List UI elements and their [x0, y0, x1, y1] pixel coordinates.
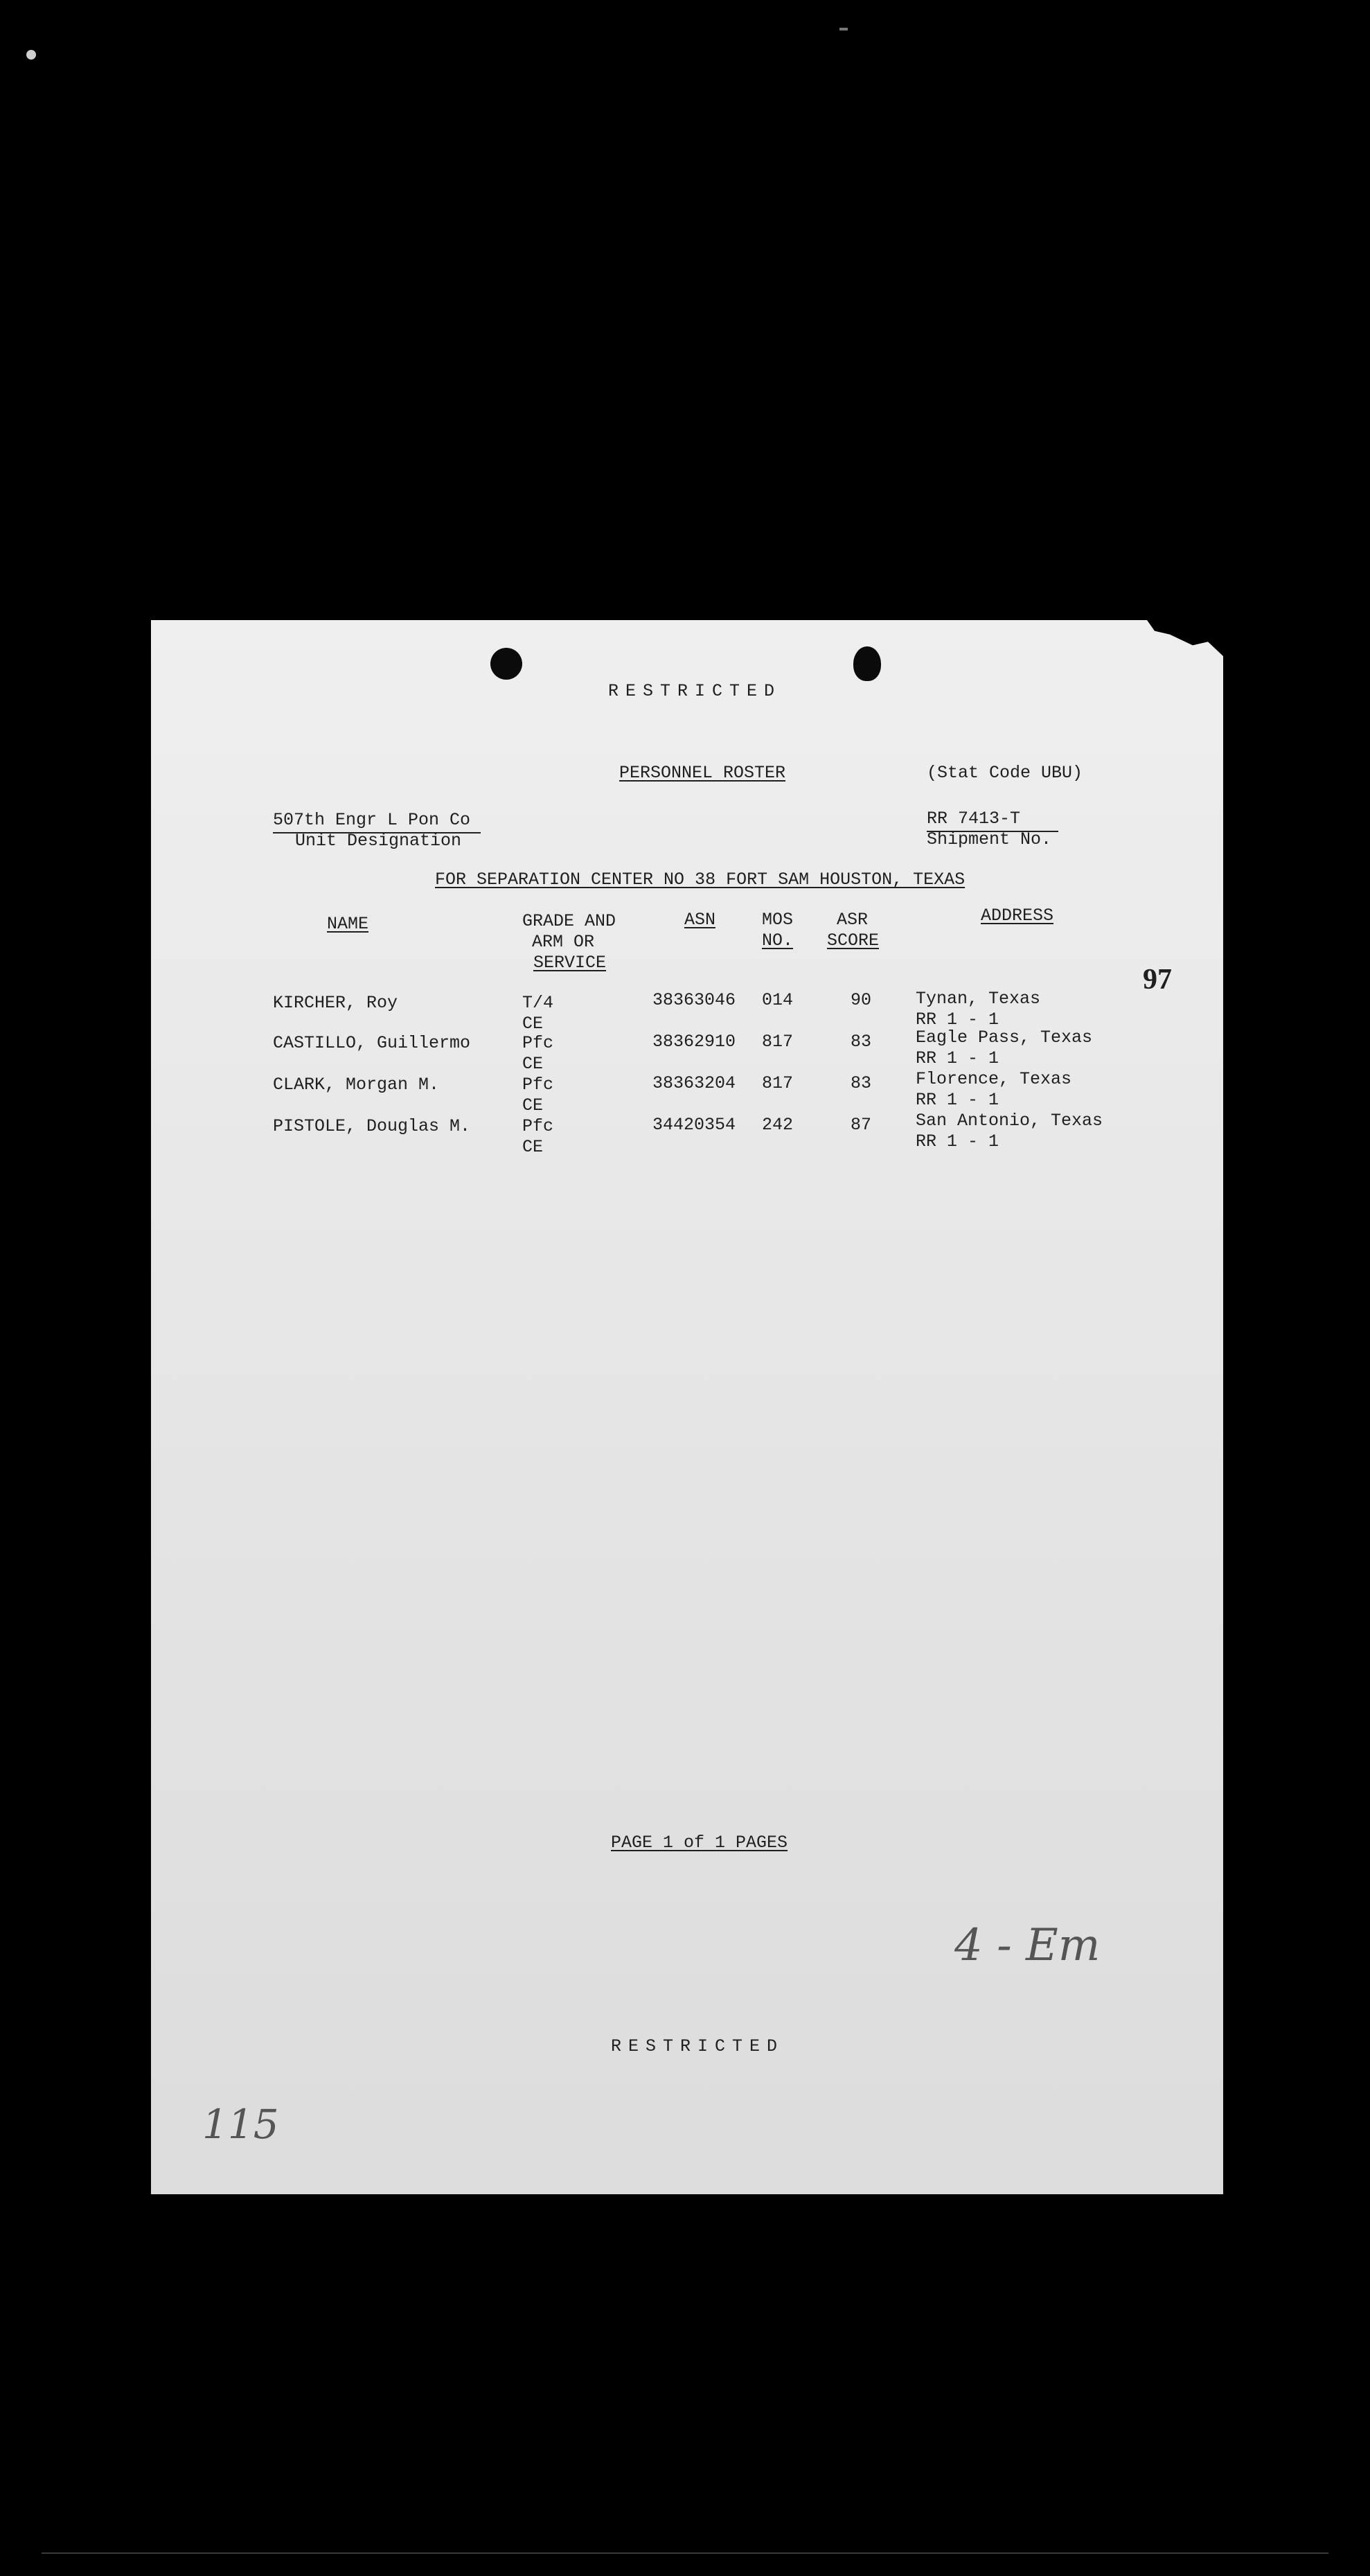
row-address: Eagle Pass, Texas — [916, 1027, 1093, 1048]
row-grade: T/4 — [522, 993, 554, 1013]
row-grade: Pfc — [522, 1033, 554, 1053]
row-asn: 34420354 — [652, 1115, 736, 1135]
col-header-grade-1: GRADE AND — [522, 911, 616, 931]
page-footer: PAGE 1 of 1 PAGES — [611, 1833, 788, 1853]
classification-top: RESTRICTED — [608, 681, 782, 701]
row-rr: RR 1 - 1 — [916, 1090, 999, 1110]
row-arm: CE — [522, 1137, 544, 1157]
page-number-stamp: 97 — [1143, 964, 1172, 996]
col-header-mos-2: NO. — [762, 930, 794, 951]
row-name: CLARK, Morgan M. — [273, 1075, 440, 1095]
classification-bottom: RESTRICTED — [611, 2036, 785, 2056]
roster-title: PERSONNEL ROSTER — [619, 763, 786, 783]
row-grade: Pfc — [522, 1075, 554, 1095]
row-arm: CE — [522, 1014, 544, 1034]
shipment-number-value: RR 7413-T — [927, 809, 1021, 829]
row-asr: 87 — [851, 1115, 872, 1135]
row-address: San Antonio, Texas — [916, 1111, 1103, 1131]
row-mos: 817 — [762, 1073, 794, 1093]
stat-code: (Stat Code UBU) — [927, 763, 1083, 783]
shipment-number-label: Shipment No. — [927, 829, 1052, 849]
row-grade: Pfc — [522, 1116, 554, 1136]
unit-designation-label: Unit Designation — [295, 831, 462, 851]
row-mos: 242 — [762, 1115, 794, 1135]
row-rr: RR 1 - 1 — [916, 1009, 999, 1030]
handwritten-mark: 115 — [202, 2101, 279, 2148]
row-asn: 38363046 — [652, 990, 736, 1010]
roster-page — [151, 620, 1223, 2194]
col-header-asr-1: ASR — [837, 910, 869, 930]
row-mos: 817 — [762, 1032, 794, 1052]
col-header-name: NAME — [327, 914, 369, 934]
row-address: Florence, Texas — [916, 1069, 1072, 1089]
punch-hole-left — [490, 648, 522, 680]
punch-hole-right — [853, 646, 881, 681]
row-asr: 90 — [851, 990, 872, 1010]
unit-designation-value: 507th Engr L Pon Co — [273, 810, 471, 830]
col-header-grade-2: ARM OR — [532, 932, 595, 952]
separation-center-line: FOR SEPARATION CENTER NO 38 FORT SAM HOUSTON, TEXAS — [435, 870, 966, 890]
col-header-asn: ASN — [684, 910, 716, 930]
scan-bottom-rule — [42, 2552, 1328, 2554]
scan-dash-mark — [839, 28, 848, 30]
row-mos: 014 — [762, 990, 794, 1010]
row-address: Tynan, Texas — [916, 989, 1041, 1009]
row-name: KIRCHER, Roy — [273, 993, 398, 1013]
col-header-mos-1: MOS — [762, 910, 794, 930]
row-asr: 83 — [851, 1073, 872, 1093]
row-asr: 83 — [851, 1032, 872, 1052]
scan-dot-mark — [26, 50, 36, 60]
col-header-asr-2: SCORE — [827, 930, 880, 951]
row-rr: RR 1 - 1 — [916, 1131, 999, 1152]
handwritten-note: 4 - Em — [954, 1920, 1101, 1971]
col-header-grade-3: SERVICE — [533, 953, 607, 973]
row-asn: 38363204 — [652, 1073, 736, 1093]
row-name: PISTOLE, Douglas M. — [273, 1116, 471, 1136]
row-arm: CE — [522, 1095, 544, 1115]
row-rr: RR 1 - 1 — [916, 1048, 999, 1068]
row-arm: CE — [522, 1054, 544, 1074]
torn-corner — [1147, 620, 1223, 656]
row-asn: 38362910 — [652, 1032, 736, 1052]
col-header-address: ADDRESS — [981, 906, 1054, 926]
row-name: CASTILLO, Guillermo — [273, 1033, 471, 1053]
